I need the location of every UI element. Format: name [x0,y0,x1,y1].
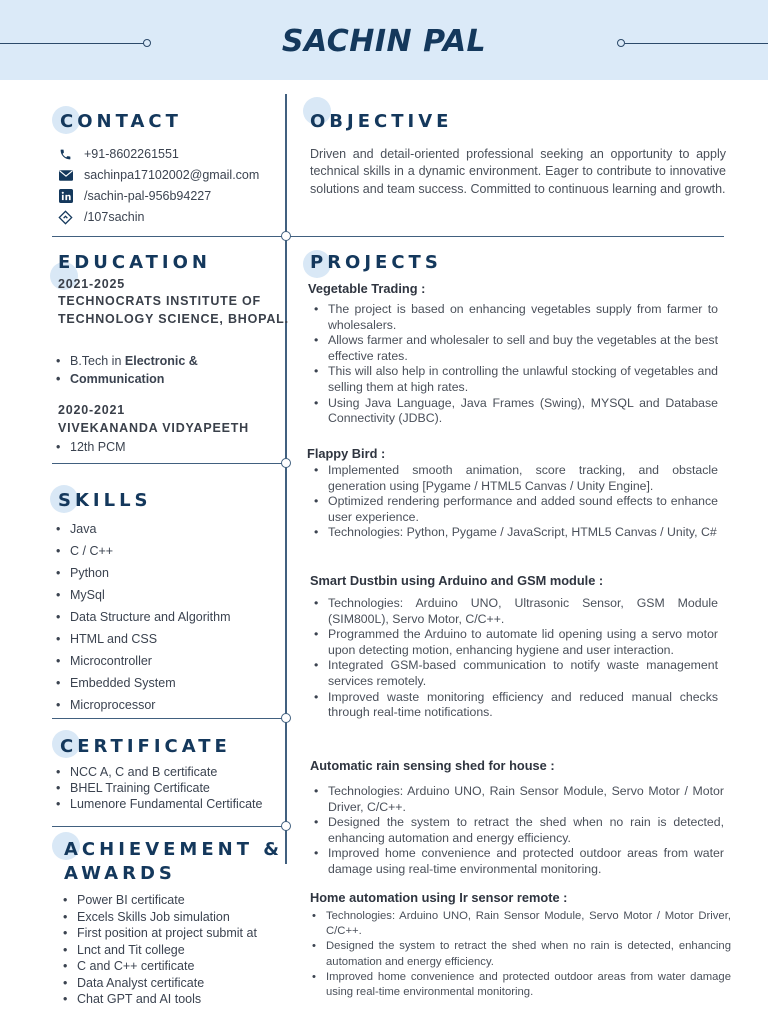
phone-icon [58,147,73,162]
skills-heading: SKILLS [58,490,152,511]
objective-text: Driven and detail-oriented professional seeking an opportunity to apply technical skills in a dynamic environment. Eager to contribute to innovative solutions and team success. Committed to continuous learning and growth. [310,147,726,196]
github-handle: /107sachin [84,210,145,224]
project-title: Automatic rain sensing shed for house : [310,758,555,773]
project-points [328,784,724,878]
project-point: • Allows farmer and wholesaler to sell and buy the vegetables at the best effective rates. [328,333,718,364]
achievement-item: • Data Analyst certificate [77,976,204,990]
skill-item: • Data Structure and Algorithm [70,610,231,624]
header-banner [0,0,768,80]
divider-node [281,821,291,831]
phone-number: +91-8602261551 [84,147,179,161]
skill-item: • Embedded System [70,676,176,690]
project-points [328,596,718,721]
project-title: Flappy Bird : [307,446,386,461]
education-institution: TECHNOLOGY SCIENCE, BHOPAL. [58,312,289,326]
divider-contact [52,236,286,237]
contact-phone[interactable] [58,145,179,163]
linkedin-handle: /sachin-pal-956b94227 [84,189,212,203]
skill-item: • MySql [70,588,105,602]
certificate-item: • Lumenore Fundamental Certificate [70,797,262,811]
divider-objective [287,236,724,237]
project-point: • Technologies: Arduino UNO, Rain Sensor Module, Servo Motor / Motor Driver, C/C++. [328,784,724,815]
achievement-item: • Power BI certificate [77,893,185,907]
degree-field: Electronic & [124,354,198,368]
divider-node [281,231,291,241]
divider-certificate [52,826,286,827]
project-point: • This will also help in controlling the unlawful stocking of vegetables and selling them at high rates. [328,364,718,395]
project-points [328,302,718,427]
certificate-item: • NCC A, C and B certificate [70,765,217,779]
skill-item: • C / C++ [70,544,113,558]
project-title: Smart Dustbin using Arduino and GSM module : [310,573,604,588]
divider-node [281,458,291,468]
project-point: • Technologies: Arduino UNO, Rain Sensor Module, Servo Motor / Motor Driver, C/C++. [326,909,731,939]
project-point: • Improved home convenience and protected outdoor areas from water damage using real-time environmental monitoring. [328,846,724,877]
mail-icon [58,168,73,183]
achievement-item: • Excels Skills Job simulation [77,910,230,924]
project-point: • Integrated GSM-based communication to notify waste management services remotely. [328,658,718,689]
education-institution: TECHNOCRATS INSTITUTE OF [58,294,261,308]
education-degree [70,354,198,368]
contact-email[interactable] [58,166,259,184]
education-institution: VIVEKANANDA VIDYAPEETH [58,421,250,435]
column-divider [285,94,287,864]
header-rule-right [625,43,768,44]
education-heading: EDUCATION [58,252,211,273]
skill-item: • HTML and CSS [70,632,157,646]
contact-github[interactable] [58,208,144,226]
divider-node [281,713,291,723]
education-degree-cont: • Communication [70,372,164,386]
project-point: • The project is based on enhancing vegetables supply from farmer to wholesalers. [328,302,718,333]
project-point: • Technologies: Python, Pygame / JavaScript, HTML5 Canvas / Unity, C# [328,525,718,541]
skill-item: • Java [70,522,96,536]
project-title: Home automation using Ir sensor remote : [310,890,568,905]
project-point: • Designed the system to retract the shed when no rain is detected, enhancing automation and energy efficiency. [326,939,731,969]
achievement-item: • C and C++ certificate [77,959,194,973]
project-point: • Programmed the Arduino to automate lid opening using a servo motor upon detecting motion, enhancing hygiene and user interaction. [328,627,718,658]
project-point: • Technologies: Arduino UNO, Ultrasonic Sensor, GSM Module (SIM800L), Servo Motor, C/C++. [328,596,718,627]
project-point: • Optimized rendering performance and added sound effects to enhance user experience. [328,494,718,525]
degree-prefix: B.Tech in [70,354,125,368]
project-title: Vegetable Trading : [308,281,426,296]
project-points [328,463,718,541]
skill-item: • Microcontroller [70,654,152,668]
education-years: 2020-2021 [58,403,125,417]
code-diamond-icon [58,210,73,225]
email-address: sachinpa17102002@gmail.com [84,168,260,182]
projects-heading: PROJECTS [310,252,442,273]
certificate-heading: CERTIFICATE [60,736,231,757]
project-point: • Implemented smooth animation, score tracking, and obstacle generation using [Pygame / HTML5 Canvas / Unity Engine]. [328,463,718,494]
education-years: 2021-2025 [58,277,125,291]
achievements-heading: AWARDS [64,863,176,884]
contact-heading: CONTACT [60,111,182,132]
certificate-item: • BHEL Training Certificate [70,781,210,795]
achievement-item: • First position at project submit at [77,926,257,940]
divider-education [52,463,286,464]
achievement-item: • Chat GPT and AI tools [77,992,201,1006]
achievements-heading: ACHIEVEMENT & [64,839,283,860]
project-point: • Designed the system to retract the shed when no rain is detected, enhancing automation and energy efficiency. [328,815,724,846]
header-rule-right-dot [617,39,625,47]
linkedin-icon [58,189,73,204]
education-degree: • 12th PCM [70,440,126,454]
project-point: • Using Java Language, Java Frames (Swing), MYSQL and Database Connectivity (JDBC). [328,396,718,427]
skill-item: • Microprocessor [70,698,155,712]
resume-name: SACHIN PAL [281,24,487,59]
project-point: • Improved waste monitoring efficiency and reduced manual checks through real-time notifications. [328,690,718,721]
divider-skills [52,718,286,719]
objective-heading: OBJECTIVE [310,111,453,132]
project-point: • Improved home convenience and protected outdoor areas from water damage using real-time environmental monitoring. [326,970,731,1000]
contact-linkedin[interactable] [58,187,211,205]
achievement-item-cont: • Lnct and Tit college [77,943,185,957]
project-points [326,909,731,1000]
skill-item: • Python [70,566,109,580]
